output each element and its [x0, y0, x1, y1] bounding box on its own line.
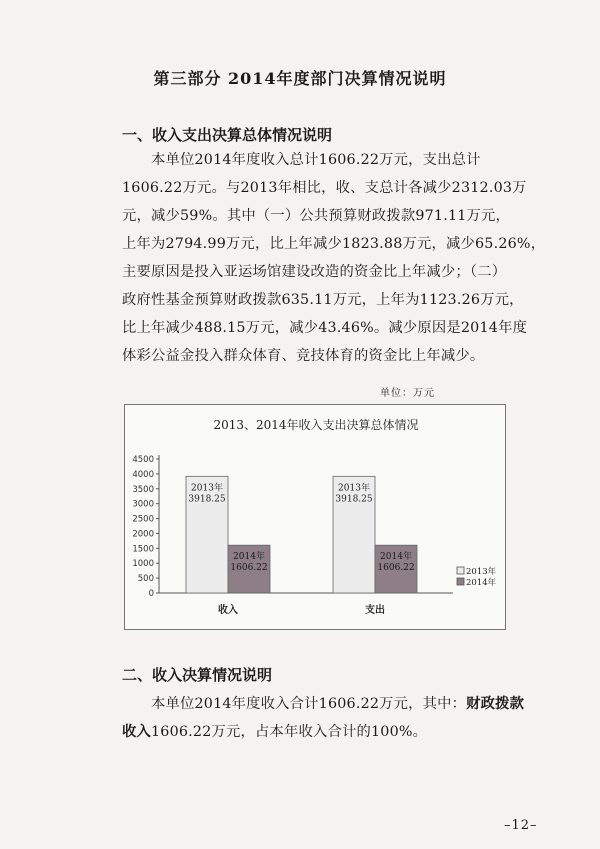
- y-tick-label: 500: [137, 574, 154, 585]
- y-tick-label: 2500: [132, 514, 154, 525]
- bold-text: 财政拨款: [466, 696, 525, 712]
- paragraph-line: 比上年减少488.15万元，减少43.46%。减少原因是2014年度: [122, 320, 528, 336]
- x-tick-label: 收入: [218, 605, 238, 616]
- paragraph-line: 体彩公益金投入群众体育、竞技体育的资金比上年减少。: [122, 348, 485, 364]
- y-tick-label: 3000: [132, 499, 154, 510]
- y-tick-label: 4000: [132, 469, 154, 480]
- legend-label: 2013年: [466, 567, 497, 577]
- y-tick-label: 1000: [132, 559, 154, 570]
- data-label-value: 3918.25: [335, 494, 373, 505]
- data-label-value: 3918.25: [188, 494, 226, 505]
- paragraph-line: 主要原因是投入亚运场馆建设改造的资金比上年减少；（二）: [122, 264, 507, 280]
- legend-swatch: [457, 567, 464, 574]
- income-paragraph: [122, 690, 525, 746]
- paragraph-line: 上年为2794.99万元，比上年减少1823.88万元，减少65.26%，: [122, 236, 546, 252]
- y-tick-label: 4500: [132, 455, 154, 465]
- x-tick-label: 支出: [365, 605, 385, 616]
- data-label-series: 2014年: [233, 552, 265, 563]
- legend-label: 2014年: [466, 578, 497, 588]
- data-label-value: 1606.22: [377, 563, 415, 574]
- bold-text: 收入: [122, 724, 151, 740]
- paragraph-text: 本单位2014年度收入合计1606.22万元，其中：: [151, 696, 467, 712]
- data-label-series: 2013年: [191, 483, 223, 494]
- page-number: –12–: [504, 818, 538, 833]
- paragraph-text: 1606.22万元，占本年收入合计的100%。: [151, 724, 428, 740]
- paragraph-line: 政府性基金预算财政拨款635.11万元，上年为1123.26万元，: [122, 292, 524, 308]
- data-label-series: 2014年: [380, 552, 412, 563]
- y-tick-label: 1500: [132, 544, 154, 555]
- paragraph-line: 本单位2014年度收入总计1606.22万元，支出总计: [151, 152, 481, 168]
- unit-note: 单位：万元: [380, 388, 435, 399]
- y-tick-label: 3500: [132, 484, 154, 495]
- data-label-series: 2013年: [338, 483, 370, 494]
- chart-title: 2013、2014年收入支出决算总体情况: [213, 418, 419, 432]
- legend-swatch: [457, 578, 464, 585]
- paragraph-line: 元，减少59%。其中（一）公共预算财政拨款971.11万元，: [122, 208, 511, 224]
- section-heading-income-expenditure: 一、收入支出决算总体情况说明: [122, 126, 333, 144]
- chart-canvas: [125, 405, 507, 631]
- income-expenditure-chart: [124, 404, 506, 630]
- paragraph-line: 1606.22万元。与2013年相比，收、支总计各减少2312.03万: [122, 180, 527, 196]
- page-title: 第三部分 2014年度部门决算情况说明: [153, 69, 447, 88]
- data-label-value: 1606.22: [230, 563, 268, 574]
- paragraph-line: [122, 718, 522, 746]
- paragraph-line: [122, 690, 525, 718]
- income-expenditure-paragraph: [122, 146, 546, 370]
- y-tick-label: 0: [148, 589, 154, 599]
- section-heading-income: 二、收入决算情况说明: [122, 666, 273, 684]
- y-tick-label: 2000: [132, 529, 154, 540]
